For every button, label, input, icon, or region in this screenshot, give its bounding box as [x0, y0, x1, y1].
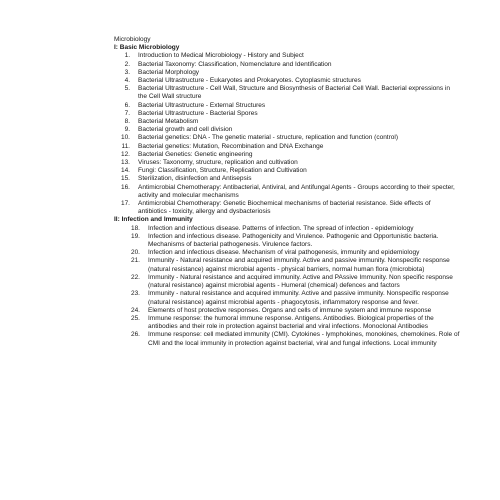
- list-item: [114, 331, 464, 347]
- list-item: [114, 143, 464, 151]
- list-item: [114, 85, 464, 101]
- item-number: 6.: [124, 101, 130, 109]
- item-text: Immune response: cell mediated immunity (CMI). Cytokines - lymphokines, monokines, chemokines. Role of CMI and the local immunity in protection against bacterial, viral and fungal infections. Local immunity: [148, 331, 460, 347]
- item-text: Elements of host protective responses. Organs and cells of immune system and immune response: [148, 306, 432, 314]
- item-number: 3.: [124, 68, 130, 76]
- list-item: [114, 134, 464, 142]
- list-item: [114, 290, 464, 306]
- item-text: Bacterial Ultrastructure - Eukaryotes and Prokaryotes. Cytoplasmic structures: [138, 77, 361, 85]
- list-item: [114, 69, 464, 77]
- item-number: 1.: [124, 52, 130, 60]
- item-text: Immune response: the humoral immune response. Antigens. Antibodies. Biological properties of the antibodies and their role in protection against bacterial and viral infections. Monoclonal Antibodies: [148, 314, 434, 331]
- item-text: Introduction to Medical Microbiology - History and Subject: [138, 52, 304, 60]
- item-number: 11.: [121, 142, 130, 150]
- item-number: 19.: [130, 232, 140, 240]
- document-title: Microbiology: [114, 36, 151, 43]
- item-text: Bacterial Ultrastructure - Bacterial Spores: [138, 109, 258, 117]
- item-number: 18.: [130, 224, 140, 232]
- list-item: [114, 274, 464, 290]
- list-item: [114, 110, 464, 118]
- item-number: 16.: [120, 183, 130, 191]
- list-item: [114, 151, 464, 159]
- list-item: [114, 52, 464, 60]
- item-number: 20.: [130, 249, 140, 257]
- list-item: [114, 77, 464, 85]
- item-number: 10.: [120, 134, 130, 142]
- item-text: Bacterial Morphology: [138, 68, 200, 76]
- list-item: [114, 126, 464, 134]
- list-item: [114, 233, 464, 249]
- item-number: 14.: [120, 167, 130, 175]
- item-number: 4.: [124, 77, 130, 85]
- section-2: [114, 216, 464, 347]
- item-text: Immunity - Natural resistance and acquired immunity. Active and PAssive Immunity. Non specific response (natural resistance) against microbial agents - Humeral (chemical) defences and factors: [148, 273, 453, 290]
- list-item: [114, 225, 464, 233]
- item-number: 13.: [120, 159, 130, 167]
- item-text: Viruses: Taxonomy, structure, replication and cultivation: [138, 159, 298, 167]
- list-item: [114, 249, 464, 257]
- item-text: Bacterial Taxonomy: Classification, Nomenclature and Identification: [138, 60, 332, 68]
- list-item: [114, 61, 464, 69]
- section-1: [114, 44, 464, 216]
- document-page: [114, 36, 464, 348]
- topic-list: [114, 225, 464, 348]
- item-number: 9.: [124, 126, 130, 134]
- item-number: 25.: [130, 314, 140, 322]
- item-number: 23.: [130, 290, 140, 298]
- list-item: [114, 167, 464, 175]
- item-text: Sterilization, disinfection and Antisepsis: [138, 175, 252, 183]
- item-number: 21.: [130, 257, 140, 265]
- item-number: 8.: [124, 118, 130, 126]
- item-number: 22.: [130, 273, 140, 281]
- item-text: Infection and infectious disease. Patterns of infection. The spread of infection - epidemiology: [148, 224, 414, 232]
- item-text: Bacterial Ultrastructure - External Structures: [138, 101, 266, 109]
- list-item: [114, 118, 464, 126]
- list-item: [114, 257, 464, 273]
- list-item: [114, 315, 464, 331]
- item-text: Bacterial Metabolism: [138, 118, 199, 126]
- item-text: Infection and infectious disease. Pathogenicity and Virulence. Pathogenic and Opportunistic bacteria. Mechanisms of bacterial pathogenesis. Virulence factors.: [148, 232, 439, 249]
- section-heading: II: Infection and Immunity: [114, 216, 193, 224]
- item-text: Bacterial Genetics: Genetic engineering: [138, 150, 253, 158]
- item-number: 12.: [120, 150, 130, 158]
- item-number: 24.: [130, 306, 140, 314]
- list-item: [114, 200, 464, 216]
- list-item: [114, 184, 464, 200]
- item-text: Antimicrobial Chemotherapy: Antibacterial, Antiviral, and Antifungal Agents - Groups according to their specter, activity and molecular mechanisms: [138, 183, 455, 199]
- document-sections: [114, 44, 464, 348]
- section-heading: I: Basic Microbiology: [114, 44, 180, 52]
- item-text: Bacterial Ultrastructure - Cell Wall, Structure and Biosynthesis of Bacterial Cell Wall. Bacterial expressions in the Cell Wall structure: [138, 85, 450, 101]
- item-text: Fungi: Classification, Structure, Replication and Cultivation: [138, 167, 307, 175]
- item-number: 17.: [120, 200, 130, 208]
- item-text: Bacterial growth and cell division: [138, 126, 233, 134]
- item-number: 2.: [124, 60, 130, 68]
- list-item: [114, 159, 464, 167]
- item-number: 7.: [124, 109, 130, 117]
- item-text: Antimicrobial Chemotherapy: Genetic Biochemical mechanisms of bacterial resistance. Side effects of antibiotics - toxicity, allergy and dysbacteriosis: [138, 200, 431, 216]
- list-item: [114, 102, 464, 110]
- item-text: Bacterial genetics: Mutation, Recombination and DNA Exchange: [138, 142, 324, 150]
- item-number: 5.: [124, 85, 130, 93]
- topic-list: [114, 52, 464, 216]
- item-text: Immunity - Natural resistance and acquired immunity. Active and passive immunity. Nonspecific response (natural resistance) against microbial agents - physical barriers, normal human flora (microbiota): [148, 257, 450, 273]
- item-number: 15.: [120, 175, 130, 183]
- item-number: 26.: [130, 331, 140, 339]
- item-text: Infection and infectious disease. Mechanism of viral pathogenesis, immunity and epidemiology: [148, 249, 420, 257]
- item-text: Immunity - natural resistance and acquired immunity. Active and passive immunity. Nonspecific response (natural resistance) against microbial agents - phagocytosis, inflammatory response and fever.: [148, 290, 449, 306]
- list-item: [114, 307, 464, 315]
- list-item: [114, 175, 464, 183]
- item-text: Bacterial genetics: DNA - The genetic material - structure, replication and function (control): [138, 134, 398, 142]
